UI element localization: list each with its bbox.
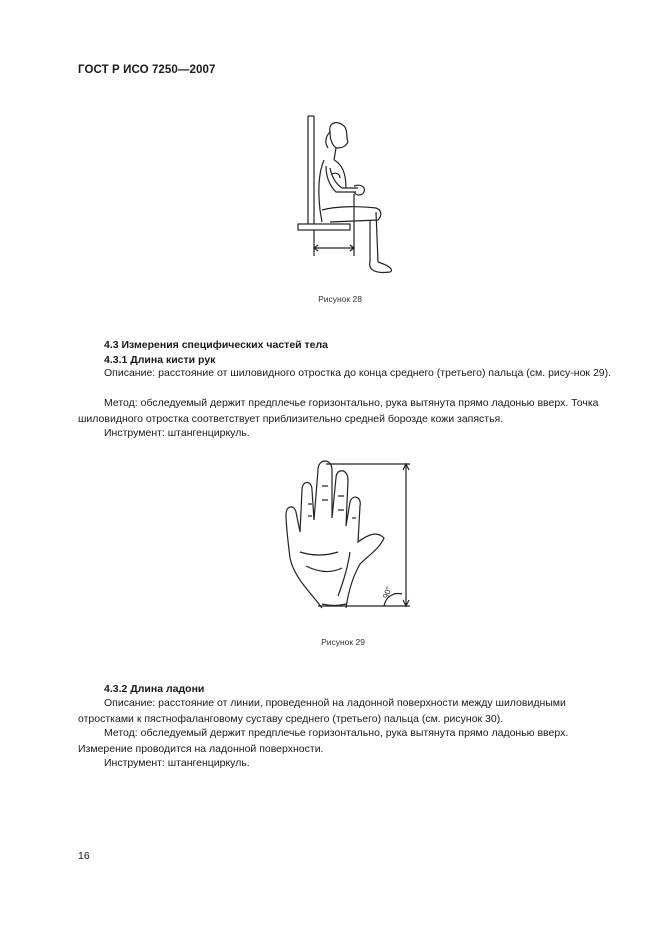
section-4-3-1-description: Описание: расстояние от шиловидного отростка до конца среднего (третьего) пальца (см. рису-нок 29). [104, 367, 612, 379]
hand-illustration [272, 456, 422, 616]
section-4-3-1-instrument: Инструмент: штангенциркуль. [104, 427, 250, 439]
figure-29-caption: Рисунок 29 [321, 637, 365, 647]
section-4-3-2-heading: 4.3.2 Длина ладони [104, 683, 205, 695]
angle-label: 90° [381, 585, 394, 600]
section-4-3-1-method: Метод: обследуемый держит предплечье горизонтально, рука вытянута прямо ладонью вверх. Точка шиловидного отростка соответствует приблизительно средней борозде кожи запястья. [78, 397, 599, 425]
section-4-3-1-heading: 4.3.1 Длина кисти рук [104, 354, 216, 366]
page-number: 16 [78, 850, 90, 862]
section-4-3-heading: 4.3 Измерения специфических частей тела [104, 339, 329, 351]
seated-person-illustration [290, 112, 410, 282]
figure-29-hand [272, 456, 422, 616]
figure-28-seated-person [290, 112, 410, 282]
section-4-3-2-method: Метод: обследуемый держит предплечье горизонтально, рука вытянута прямо ладонью вверх. Измерение проводится на ладонной поверхности. [78, 727, 569, 755]
document-header: ГОСТ Р ИСО 7250—2007 [78, 64, 216, 76]
figure-28-caption: Рисунок 28 [318, 294, 362, 304]
section-4-3-2-description: Описание: расстояние от линии, проведенной на ладонной поверхности между шиловидными отростками к пястнофаланговому суставу среднего (третьего) пальца (см. рисунок 30). [78, 697, 566, 725]
section-4-3-2-instrument: Инструмент: штангенциркуль. [104, 757, 250, 769]
